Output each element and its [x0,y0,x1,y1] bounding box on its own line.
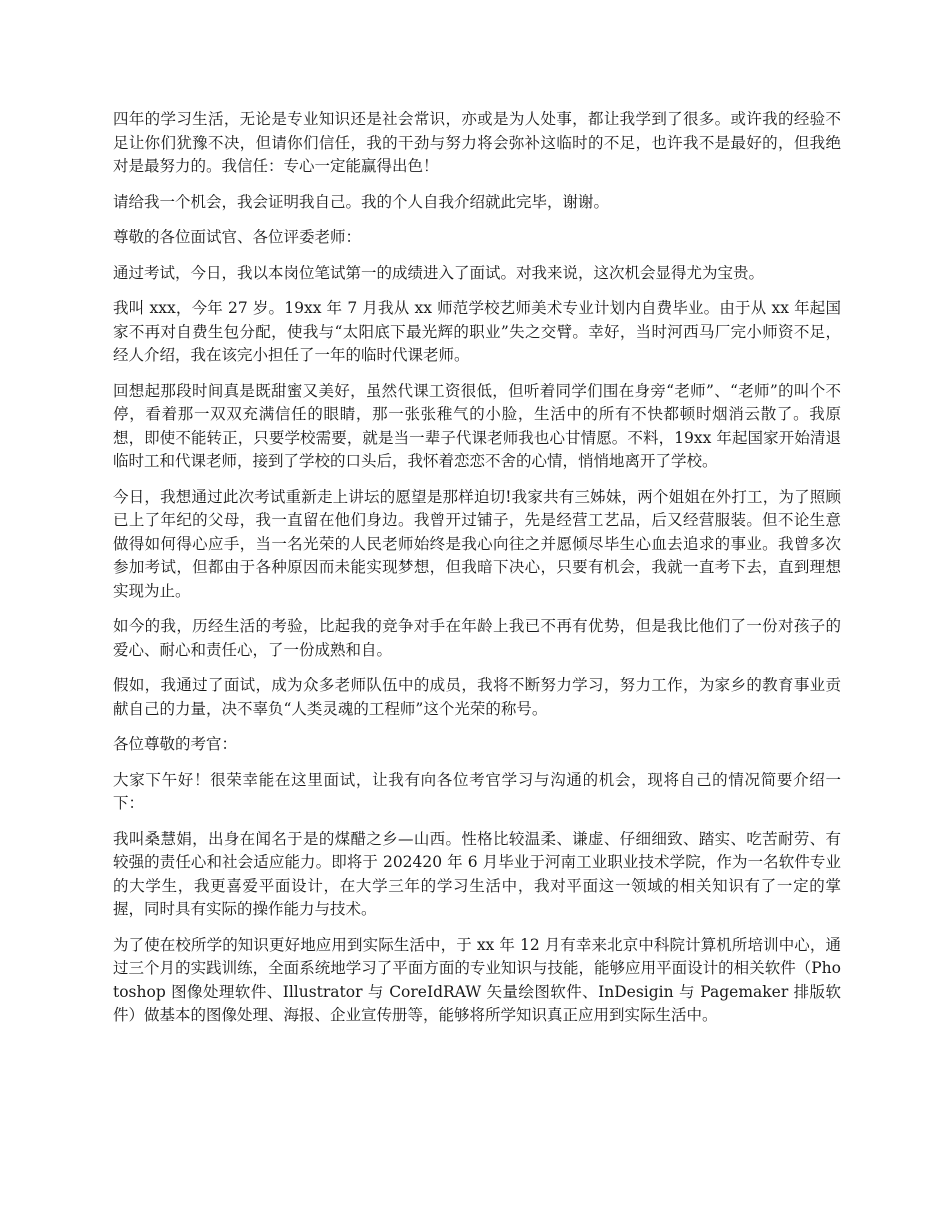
paragraph-12: 我叫桑慧娟，出身在闻名于是的煤醋之乡—山西。性格比较温柔、谦虚、仔细细致、踏实、吃苦耐劳、有较强的责任心和社会适应能力。即将于 202420 年 6 月毕业于河南工业职业技术学院，作为一名软件专业的大学生，我更喜爱平面设计，在大学三年的学习生活中，我对平面这一领域的相关知识有了一定的掌握，同时具有实际的操作能力与技术。 [113,829,841,918]
paragraph-4: 通过考试，今日，我以本岗位笔试第一的成绩进入了面试。对我来说，这次机会显得尤为宝贵。 [113,263,765,282]
paragraph-6: 回想起那段时间真是既甜蜜又美好，虽然代课工资很低，但听着同学们围在身旁“老师”、“老师”的叫个不停，看着那一双双充满信任的眼睛，那一张张稚气的小脸，生活中的所有不快都顿时烟消云散了。我原想，即使不能转正，只要学校需要，就是当一辈子代课老师我也心甘情愿。不料，19xx 年起国家开始清退临时工和代课老师，接到了学校的口头后，我怀着恋恋不舍的心情，悄悄地离开了学校。 [113,381,841,470]
document-page [113,108,841,1040]
paragraph-1: 四年的学习生活，无论是专业知识还是社会常识，亦或是为人处事，都让我学到了很多。或许我的经验不足让你们犹豫不决，但请你们信任，我的干劲与努力将会弥补这临时的不足，也许我不是最好的，但我绝对是最努力的。我信任：专心一定能赢得出色！ [113,110,841,175]
paragraph-5: 我叫 xxx，今年 27 岁。19xx 年 7 月我从 xx 师范学校艺师美术专业计划内自费毕业。由于从 xx 年起国家不再对自费生包分配，使我与“太阳底下最光辉的职业”失之交臂。幸好，当时河西马厂完小师资不足，经人介绍，我在该完小担任了一年的临时代课老师。 [113,299,841,364]
paragraph-7: 今日，我想通过此次考试重新走上讲坛的愿望是那样迫切!我家共有三姊妹，两个姐姐在外打工，为了照顾已上了年纪的父母，我一直留在他们身边。我曾开过铺子，先是经营工艺品，后又经营服装。但不论生意做得如何得心应手，当一名光荣的人民老师始终是我心向往之并愿倾尽毕生心血去追求的事业。我曾多次参加考试，但都由于各种原因而未能实现梦想，但我暗下决心，只要有机会，我就一直考下去，直到理想实现为止。 [113,487,841,600]
paragraph-11: 大家下午好！很荣幸能在这里面试，让我有向各位考官学习与沟通的机会，现将自己的情况简要介绍一下： [113,770,841,812]
paragraph-13: 为了使在校所学的知识更好地应用到实际生活中，于 xx 年 12 月有幸来北京中科院计算机所培训中心，通过三个月的实践训练，全面系统地学习了平面方面的专业知识与技能，能够应用平面设计的相关软件（Photoshop 图像处理软件、Illustrator 与 CoreIdRAW 矢量绘图软件、InDesigin 与 Pagemaker 排版软件）做基本的图像处理、海报、企业宣传册等，能够将所学知识真正应用到实际生活中。 [113,935,841,1024]
paragraph-10: 各位尊敬的考官： [113,735,238,753]
paragraph-3: 尊敬的各位面试官、各位评委老师： [113,228,362,246]
paragraph-9: 假如，我通过了面试，成为众多老师队伍中的成员，我将不断努力学习，努力工作，为家乡的教育事业贡献自己的力量，决不辜负“人类灵魂的工程师”这个光荣的称号。 [113,676,841,718]
paragraph-8: 如今的我，历经生活的考验，比起我的竞争对手在年龄上我已不再有优势，但是我比他们了一份对孩子的爱心、耐心和责任心，了一份成熟和自。 [113,617,841,659]
paragraph-2: 请给我一个机会，我会证明我自己。我的个人自我介绍就此完毕，谢谢。 [113,192,610,211]
